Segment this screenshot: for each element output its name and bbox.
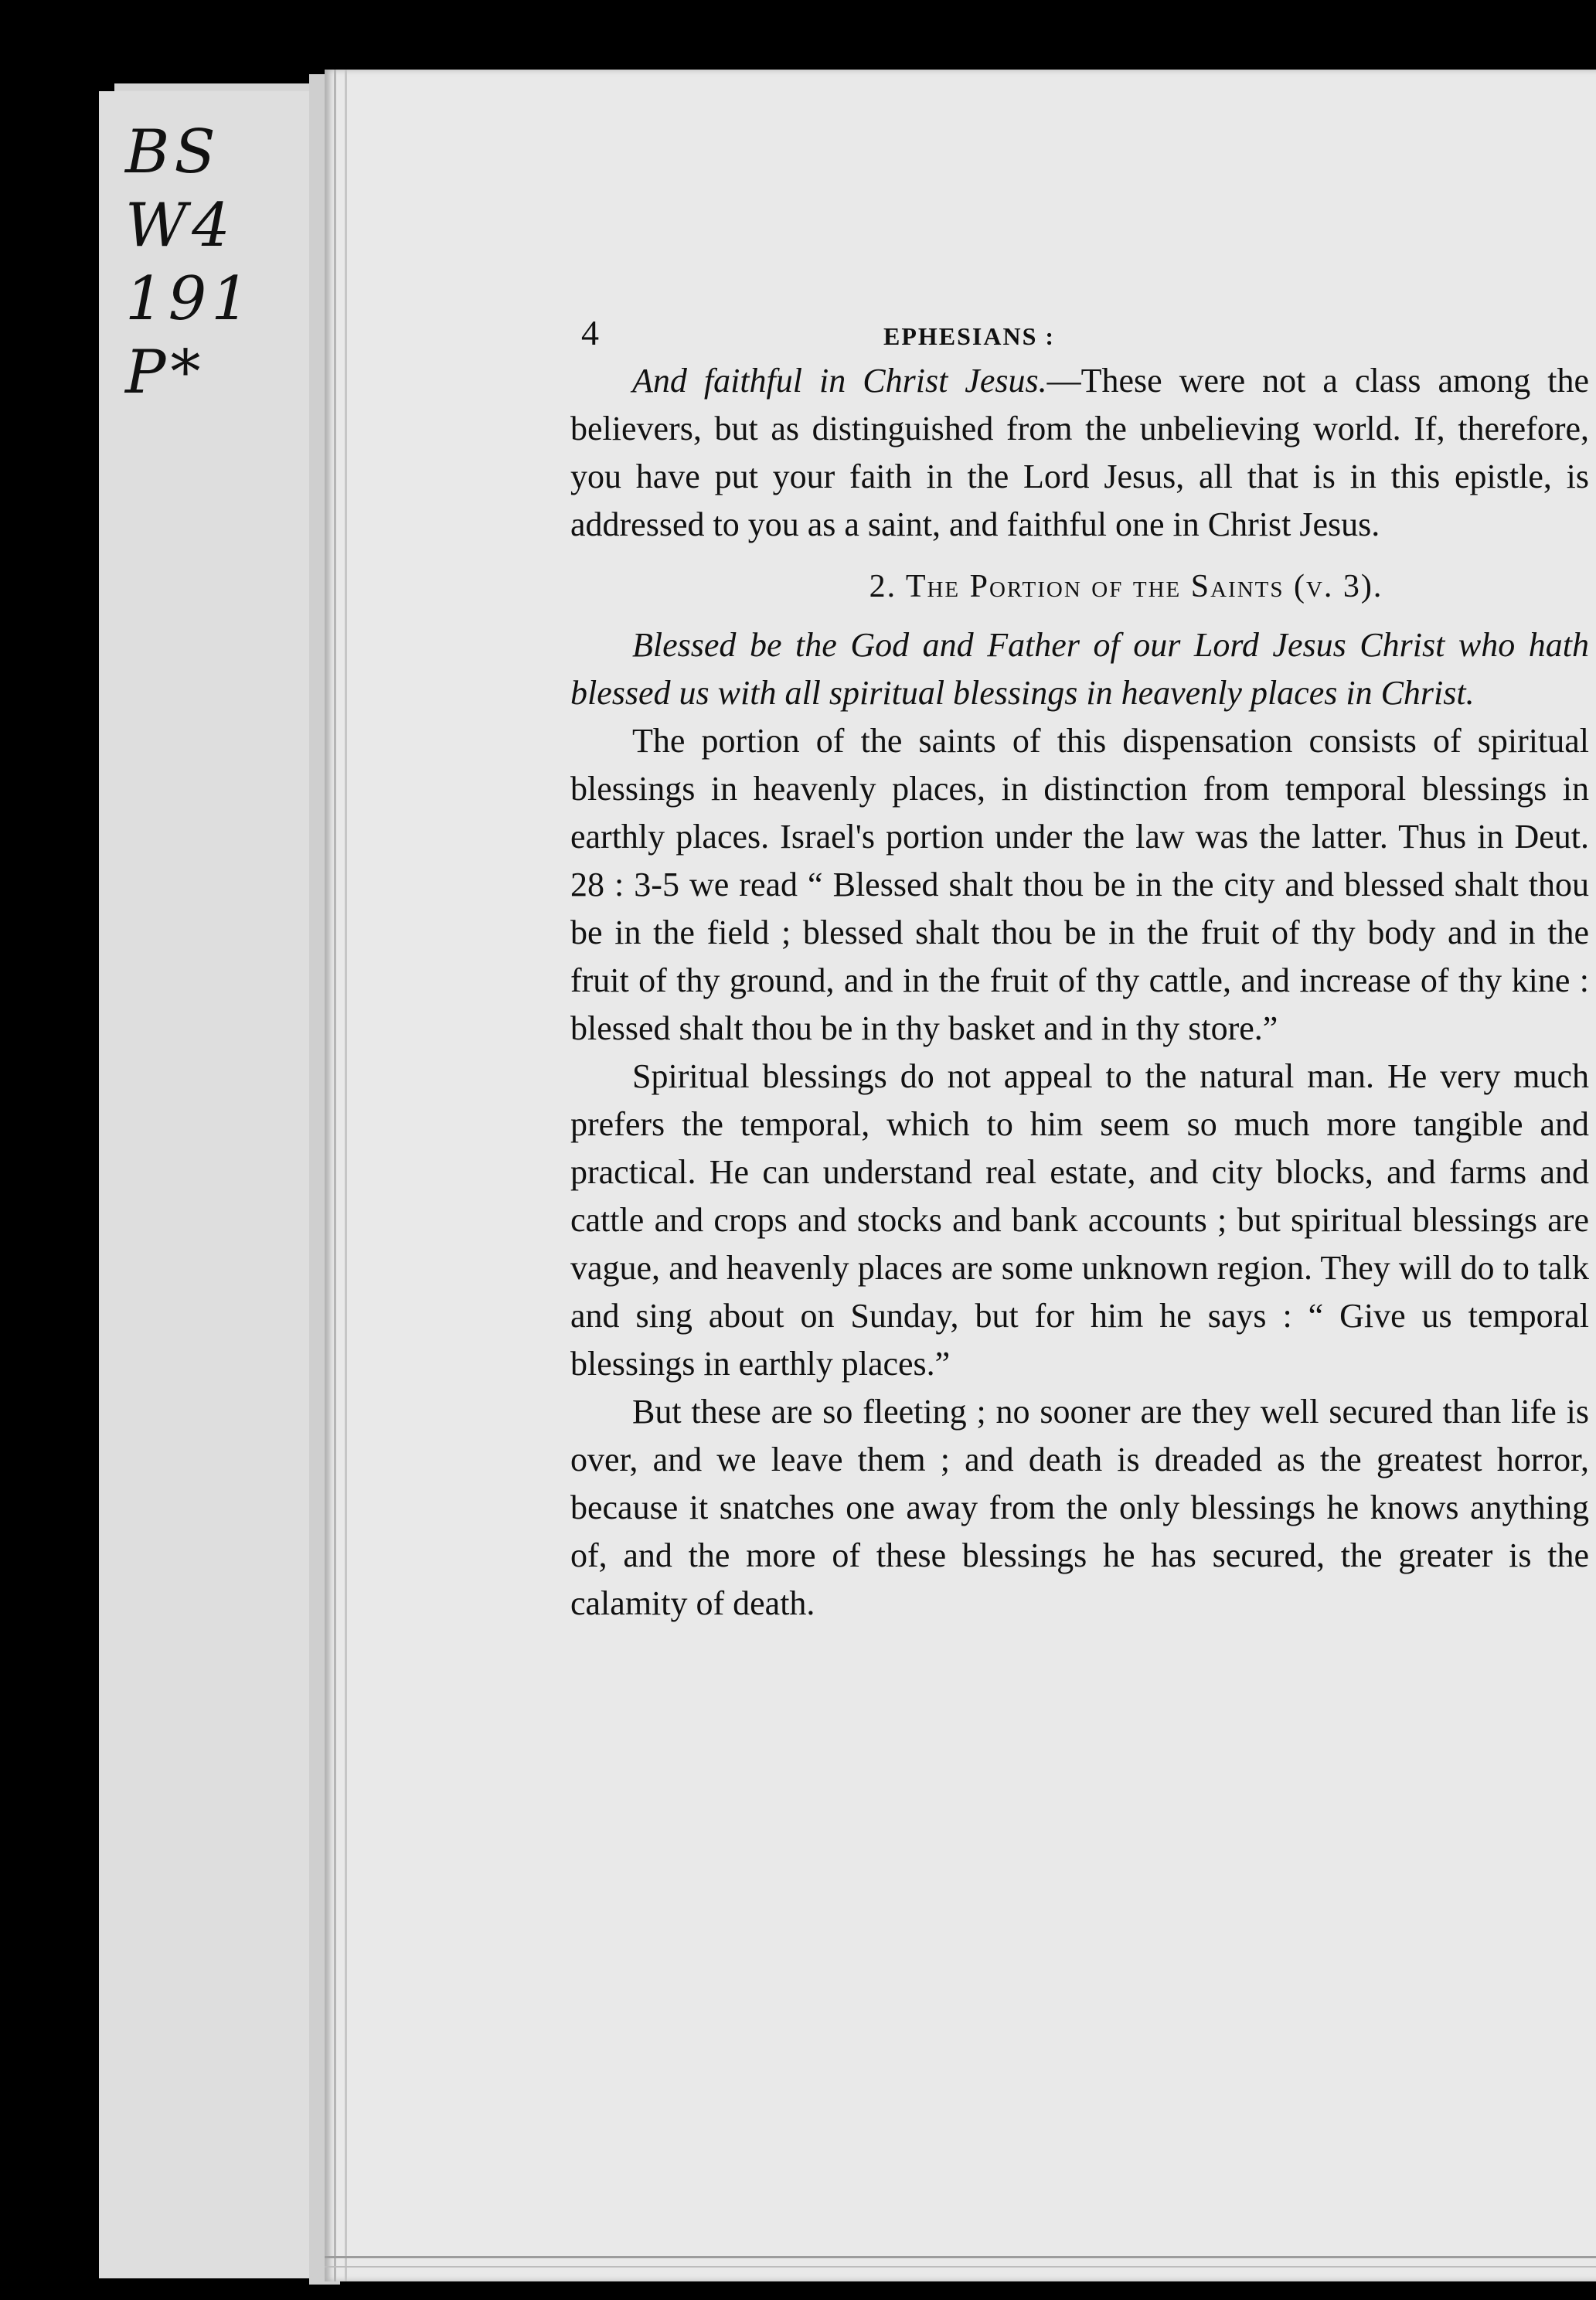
paragraph-lead: And faithful in Christ Jesus.	[632, 362, 1047, 400]
section-heading: 2. The Portion of the Saints (v. 3).	[869, 569, 1383, 604]
paragraph-text: —These were not a class among the believers, but as distinguished from the unbelieving world. If, therefore, you have put your faith in the Lord Jesus, all that is in this epistle, is addressed to you as a saint, and faithful one in Christ Jesus.	[570, 362, 1589, 543]
call-number-line: P*	[125, 338, 206, 407]
handwritten-call-number	[125, 116, 280, 410]
paragraph: But these are so fleeting ; no sooner are they well secured than life is over, and we leave them ; and death is dreaded as the greatest horror, because it snatches one away from the only blessings he knows anything of, and the more of these blessings he has secured, the greater is the calamity of death.	[570, 1393, 1589, 1622]
paragraph: The portion of the saints of this dispensation consists of spiritual blessings in heavenly places, in distinction from temporal blessings in earthly places. Israel's portion under the law was the latter. Thus in Deut. 28 : 3-5 we read “ Blessed shalt thou be in the city and blessed shalt thou be in the field ; blessed shalt thou be in the fruit of thy body and in the fruit of thy ground, and in the fruit of thy cattle, and increase of thy kine : blessed shalt thou be in thy basket and in thy store.”	[570, 722, 1589, 1047]
scripture-verse: Blessed be the God and Father of our Lord Jesus Christ who hath blessed us with all spiritual blessings in heavenly places in Christ.	[570, 626, 1589, 712]
paragraph: Spiritual blessings do not appeal to the natural man. He very much prefers the temporal, which to him seem so much more tangible and practical. He can understand real estate, and city blocks, and farms and cattle and crops and stocks and bank accounts ; but spiritual blessings are vague, and heavenly places are some unknown region. They will do to talk and sing about on Sunday, but for him he says : “ Give us temporal blessings in earthly places.”	[570, 1057, 1589, 1383]
paragraph	[570, 357, 1589, 549]
call-number-line: 191	[125, 264, 254, 334]
call-number-line: W4	[125, 191, 235, 260]
page-number: 4	[581, 313, 599, 352]
page-bottom-edge	[325, 2256, 1596, 2258]
call-number-line: BS	[125, 117, 220, 187]
running-head	[570, 309, 1589, 357]
page-edge	[99, 91, 331, 2278]
binding-line	[345, 70, 347, 2281]
page-bottom-edge	[325, 2266, 1596, 2268]
page-text-block	[570, 309, 1589, 1628]
running-head-title: EPHESIANS :	[883, 322, 1056, 350]
binding-line	[334, 70, 336, 2281]
